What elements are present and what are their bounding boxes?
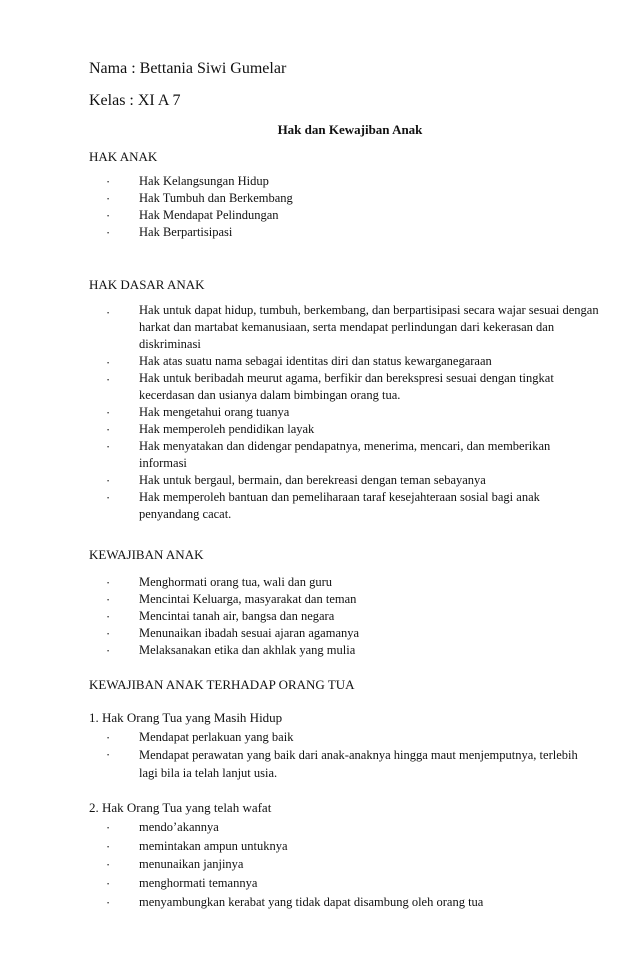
list-item: mendo’akannya <box>139 820 219 834</box>
list-item: Mencintai tanah air, bangsa dan negara <box>139 609 335 623</box>
list-item: Hak memperoleh bantuan dan pemeliharaan taraf kesejahteraan sosial bagi anak penyandang cacat. <box>139 490 540 521</box>
section-heading-kewajiban-ortu: KEWAJIBAN ANAK TERHADAP ORANG TUA <box>89 677 355 692</box>
list-item: Hak untuk beribadah meurut agama, berfikir dan berekspresi sesuai dengan tingkat kecerdasan dan usianya dalam bimbingan orang tua. <box>139 371 554 402</box>
bullet: · <box>106 356 111 370</box>
bullet: · <box>106 610 111 624</box>
bullet: · <box>106 858 111 872</box>
bullet: · <box>106 731 111 745</box>
student-class: Kelas : XI A 7 <box>89 92 181 109</box>
list-item: Hak untuk dapat hidup, tumbuh, berkembang, dan berpartisipasi secara wajar sesuai dengan harkat dan martabat kemanusiaan, serta mendapat perlindungan dari kekerasan dan diskriminasi <box>139 303 599 351</box>
bullet: · <box>106 877 111 891</box>
list-item: Mendapat perlakuan yang baik <box>139 730 294 744</box>
bullet: · <box>106 440 111 454</box>
bullet: · <box>106 209 111 223</box>
bullet: · <box>106 748 111 762</box>
bullet: · <box>106 593 111 607</box>
list-item: memintakan ampun untuknya <box>139 839 288 853</box>
bullet: · <box>106 474 111 488</box>
bullet: · <box>106 896 111 910</box>
list-item: Mendapat perawatan yang baik dari anak-anaknya hingga maut menjemputnya, terlebih lagi bila ia telah lanjut usia. <box>139 748 578 780</box>
list-item: Menghormati orang tua, wali dan guru <box>139 575 333 589</box>
document-title: Hak dan Kewajiban Anak <box>277 122 423 137</box>
subheading-ortu-wafat: 2. Hak Orang Tua yang telah wafat <box>89 800 272 815</box>
list-item: Hak atas suatu nama sebagai identitas diri dan status kewarganegaraan <box>139 354 492 368</box>
student-name: Nama : Bettania Siwi Gumelar <box>89 60 287 77</box>
bullet: · <box>106 192 111 206</box>
bullet: · <box>106 644 111 658</box>
list-item: Hak Mendapat Pelindungan <box>139 208 279 222</box>
bullet: · <box>106 306 111 320</box>
section-heading-hak-dasar: HAK DASAR ANAK <box>89 277 205 292</box>
list-item: Menunaikan ibadah sesuai ajaran agamanya <box>139 626 360 640</box>
list-item: Melaksanakan etika dan akhlak yang mulia <box>139 643 356 657</box>
list-item: Hak Tumbuh dan Berkembang <box>139 191 293 205</box>
list-item: Hak Berpartisipasi <box>139 225 233 239</box>
section-heading-hak-anak: HAK ANAK <box>89 149 158 164</box>
list-item: menyambungkan kerabat yang tidak dapat disambung oleh orang tua <box>139 895 484 909</box>
subheading-ortu-hidup: 1. Hak Orang Tua yang Masih Hidup <box>89 710 283 725</box>
bullet: · <box>106 373 111 387</box>
list-item: Hak memperoleh pendidikan layak <box>139 422 315 436</box>
bullet: · <box>106 226 111 240</box>
bullet: · <box>106 627 111 641</box>
list-item: Hak Kelangsungan Hidup <box>139 174 269 188</box>
bullet: · <box>106 175 111 189</box>
list-item: Mencintai Keluarga, masyarakat dan teman <box>139 592 357 606</box>
list-item: menghormati temannya <box>139 876 258 890</box>
bullet: · <box>106 840 111 854</box>
list-item: Hak menyatakan dan didengar pendapatnya, menerima, mencari, dan memberikan informasi <box>139 439 551 470</box>
bullet: · <box>106 491 111 505</box>
list-item: Hak untuk bergaul, bermain, dan berekreasi dengan teman sebayanya <box>139 473 486 487</box>
list-item: Hak mengetahui orang tuanya <box>139 405 290 419</box>
bullet: · <box>106 406 111 420</box>
list-item: menunaikan janjinya <box>139 857 244 871</box>
bullet: · <box>106 576 111 590</box>
section-heading-kewajiban: KEWAJIBAN ANAK <box>89 547 204 562</box>
bullet: · <box>106 821 111 835</box>
bullet: · <box>106 423 111 437</box>
